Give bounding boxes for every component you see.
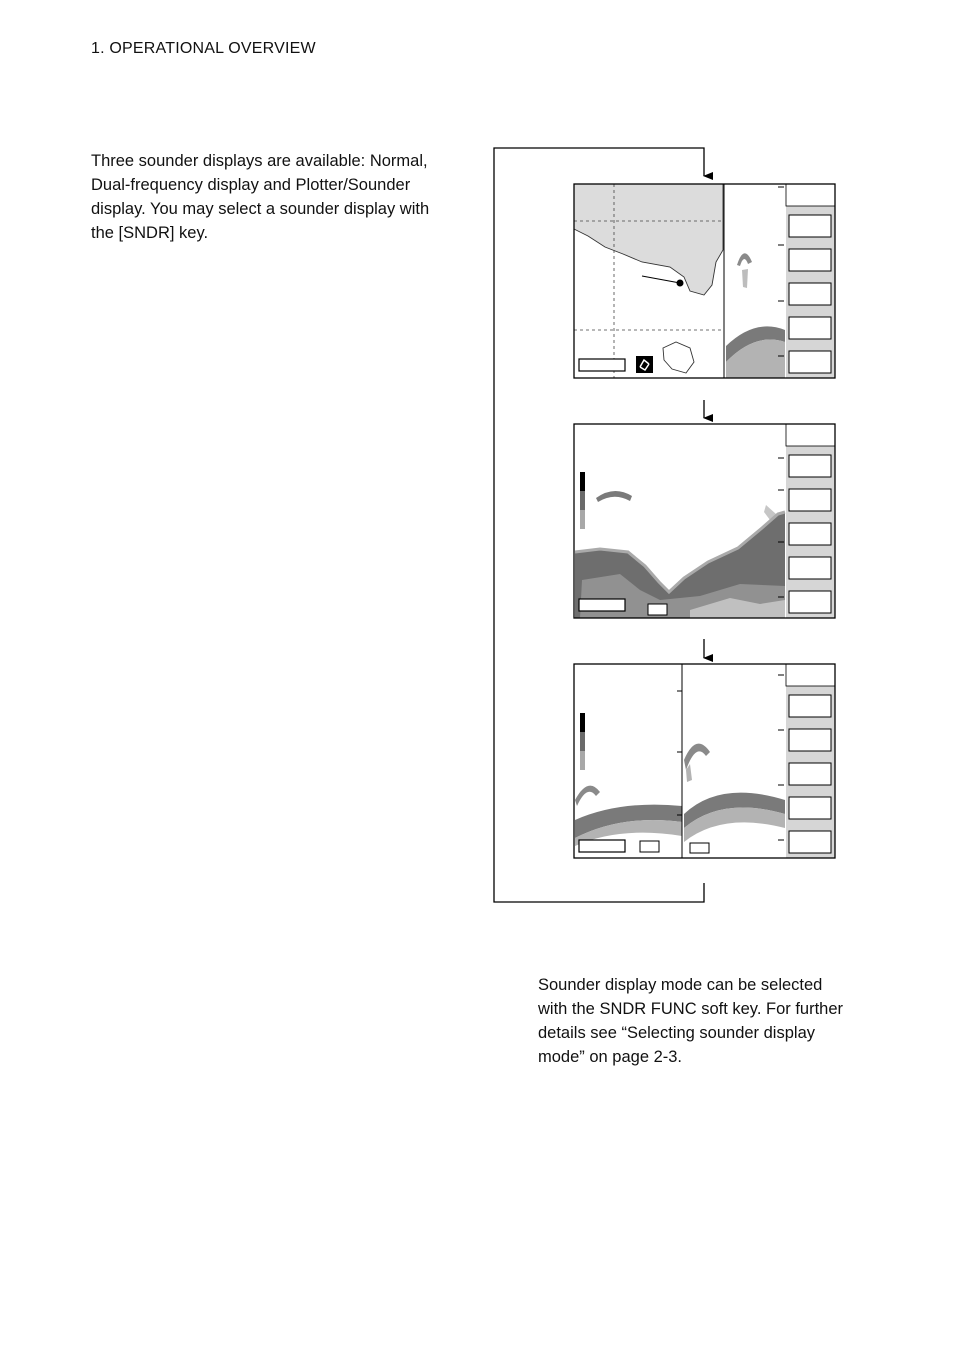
intro-paragraph: Three sounder displays are available: Normal, Dual-frequency display and Plotter/Sounder display. You may select a sounder display with the [SNDR] key.	[91, 152, 430, 242]
normal-screen	[574, 424, 835, 618]
plotter-sounder-screen	[574, 184, 835, 378]
frequency-box-high	[690, 843, 709, 853]
dual-frequency-screen	[574, 664, 835, 858]
section-header: 1. OPERATIONAL OVERVIEW	[91, 40, 316, 57]
own-ship-marker	[677, 280, 684, 287]
data-box	[579, 359, 625, 371]
frequency-box	[648, 604, 667, 615]
frequency-box-low	[640, 841, 659, 852]
data-box	[579, 599, 625, 611]
note-paragraph: Sounder display mode can be selected with the SNDR FUNC soft key. For further details see “Selecting sounder display mode” on page 2-3.	[538, 976, 844, 1066]
data-box	[579, 840, 625, 852]
